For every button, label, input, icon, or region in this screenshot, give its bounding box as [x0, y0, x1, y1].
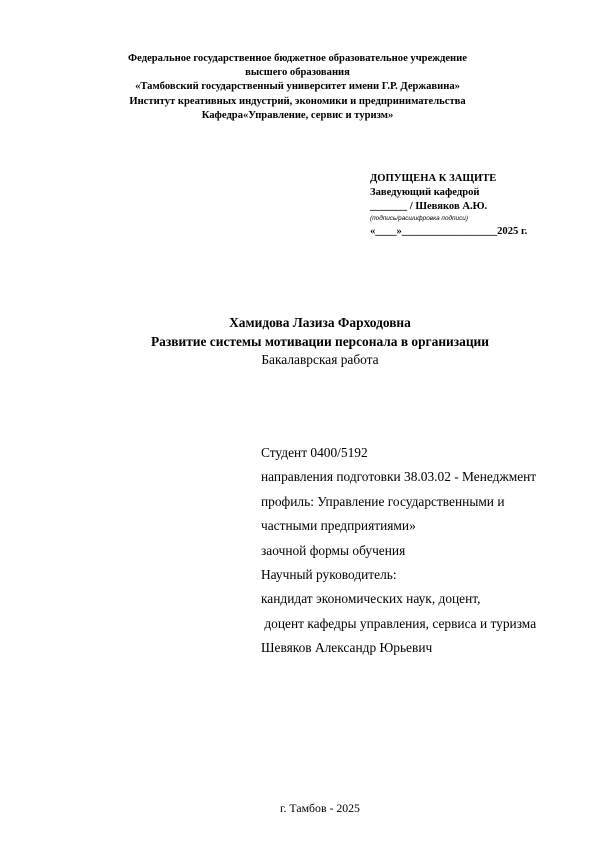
header-line-2: высшего образования — [245, 67, 350, 79]
work-type: Бакалаврская работа — [261, 352, 379, 367]
header-line-1: Федеральное государственное бюджетное образовательное учреждение — [128, 53, 467, 64]
thesis-topic: Развитие системы мотивации персонала в организации — [151, 334, 489, 349]
header-line-4: Институт креативных индустрий, экономики и предпринимательства — [129, 95, 466, 107]
student-info-block — [261, 441, 536, 661]
date-day-blank: ____ — [375, 225, 397, 237]
approval-title: ДОПУЩЕНА К ЗАЩИТЕ — [370, 173, 497, 184]
student-line: заочной формы обучения — [261, 542, 406, 558]
header-line-3: «Тамбовский государственный университет имени Г.Р. Державина» — [135, 81, 460, 93]
student-line: частными предприятиями» — [261, 518, 416, 534]
student-line: Шевяков Александр Юрьевич — [261, 640, 433, 656]
date-close-quote: » — [396, 225, 402, 237]
date-open-quote: « — [370, 225, 376, 237]
student-line: кандидат экономических наук, доцент, — [261, 591, 481, 607]
signature-blank: _______ — [370, 200, 408, 212]
city-year-footer: г. Тамбов - 2025 — [280, 801, 360, 815]
work-title-block — [0, 313, 595, 368]
author-name: Хамидова Лазиза Фарходовна — [229, 315, 411, 330]
signature-hint: (подпись/расшифровка подписи) — [370, 214, 468, 222]
date-month-blank: __________________ — [401, 225, 498, 237]
approval-date-line — [370, 225, 580, 239]
student-line: Научный руководитель: — [261, 567, 397, 583]
approval-signature-line — [370, 200, 580, 214]
header-line-5: Кафедра«Управление, сервис и туризм» — [201, 109, 394, 121]
student-line: профиль: Управление государственными и — [261, 493, 505, 509]
student-line: Студент 0400/5192 — [261, 445, 368, 460]
institution-header — [0, 52, 595, 123]
student-line: доцент кафедры управления, сервиса и туризма — [261, 615, 537, 631]
date-year: 2025 г. — [497, 225, 528, 237]
approval-position: Заведующий кафедрой — [370, 186, 480, 198]
approval-block — [370, 172, 580, 239]
signature-name: / Шевяков А.Ю. — [407, 200, 488, 212]
student-line: направления подготовки 38.03.02 - Менеджмент — [261, 469, 537, 485]
